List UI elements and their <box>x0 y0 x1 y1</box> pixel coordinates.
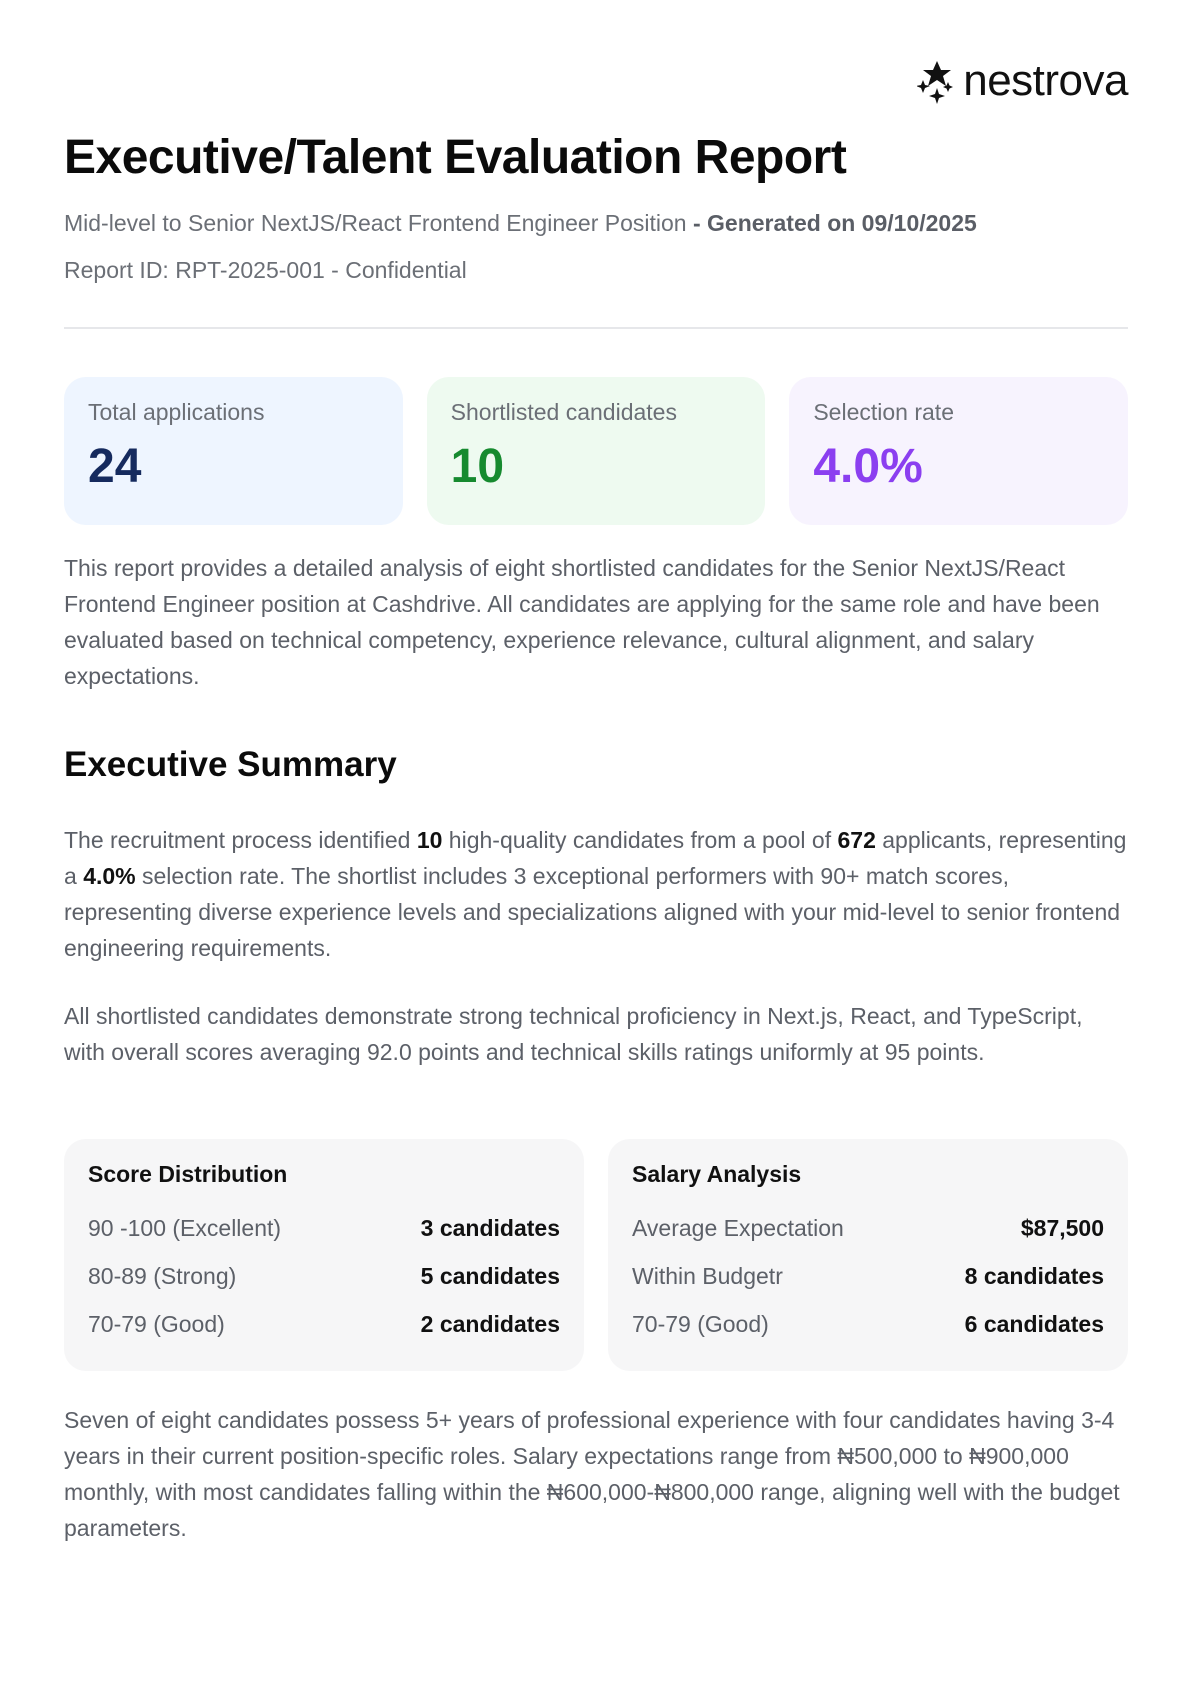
row-value: 3 candidates <box>420 1215 560 1242</box>
text-run: The recruitment process identified <box>64 827 417 853</box>
executive-summary-heading: Executive Summary <box>64 745 397 784</box>
brand <box>917 58 1128 104</box>
stat-label: Selection rate <box>813 399 954 425</box>
row-label: 90 -100 (Excellent) <box>88 1215 282 1242</box>
generated-date: - Generated on 09/10/2025 <box>686 210 977 236</box>
selection-rate: 4.0% <box>83 863 136 889</box>
brand-name: nestrova <box>963 56 1128 105</box>
row-value: $87,500 <box>1020 1215 1104 1242</box>
panel-title: Score Distribution <box>88 1161 288 1187</box>
star-cluster-icon <box>917 58 955 104</box>
row-value: 2 candidates <box>420 1311 560 1338</box>
score-row <box>88 1205 560 1253</box>
text-run: high-quality candidates from a pool of <box>442 827 838 853</box>
stats-row <box>64 377 1128 525</box>
analysis-panels <box>64 1139 1128 1371</box>
stat-card-selection-rate <box>789 377 1128 525</box>
salary-row <box>632 1253 1104 1301</box>
summary-paragraph-1 <box>64 822 1128 966</box>
report-id: Report ID: RPT-2025-001 - Confidential <box>64 257 467 283</box>
row-value: 5 candidates <box>420 1263 560 1290</box>
stat-label: Shortlisted candidates <box>450 399 677 425</box>
divider <box>64 327 1128 329</box>
stat-value: 24 <box>88 439 142 493</box>
row-label: 70-79 (Good) <box>88 1311 225 1338</box>
panel-title: Salary Analysis <box>632 1161 802 1187</box>
shortlisted-count: 10 <box>416 827 443 853</box>
closing-paragraph: Seven of eight candidates possess 5+ years of professional experience with four candidates having 3-4 years in their current position-specific roles. Salary expectations range from ₦500,000 to ₦900,000 monthly, with most candidates falling within the ₦600,000-₦800,000 range, aligning well with the budget parameters. <box>64 1407 1120 1541</box>
salary-analysis-panel <box>608 1139 1128 1371</box>
stat-value: 4.0% <box>813 439 923 493</box>
salary-row <box>632 1205 1104 1253</box>
row-label: 70-79 (Good) <box>632 1311 769 1338</box>
report-subtitle <box>64 210 977 238</box>
score-distribution-panel <box>64 1139 584 1371</box>
stat-card-shortlisted <box>427 377 766 525</box>
stat-card-total-applications <box>64 377 403 525</box>
stat-value: 10 <box>450 439 505 493</box>
row-label: Within Budgetr <box>632 1263 783 1290</box>
row-label: 80-89 (Strong) <box>88 1263 237 1290</box>
intro-paragraph: This report provides a detailed analysis of eight shortlisted candidates for the Senior NextJS/React Frontend Engineer position at Cashdrive. All candidates are applying for the same role and have been evaluated based on technical competency, experience relevance, cultural alignment, and salary expectations. <box>64 555 1100 689</box>
summary-paragraph-2: All shortlisted candidates demonstrate strong technical proficiency in Next.js, React, and TypeScript, with overall scores averaging 92.0 points and technical skills ratings uniformly at 95 points. <box>64 1003 1083 1065</box>
score-row <box>88 1253 560 1301</box>
row-label: Average Expectation <box>632 1215 844 1242</box>
text-run: selection rate. The shortlist includes 3 exceptional performers with 90+ match scores, representing diverse experience levels and specializations aligned with your mid-level to senior frontend engineering requirements. <box>64 863 1121 961</box>
score-row <box>88 1301 560 1349</box>
stat-label: Total applications <box>88 399 265 425</box>
page-title: Executive/Talent Evaluation Report <box>64 131 847 184</box>
report-page <box>64 0 1128 1684</box>
salary-row <box>632 1301 1104 1349</box>
row-value: 8 candidates <box>964 1263 1104 1290</box>
position-text: Mid-level to Senior NextJS/React Frontend Engineer Position <box>64 210 687 236</box>
applicant-pool-count: 672 <box>837 827 876 853</box>
text-run: applicants, representing a <box>64 827 1127 889</box>
row-value: 6 candidates <box>964 1311 1104 1338</box>
